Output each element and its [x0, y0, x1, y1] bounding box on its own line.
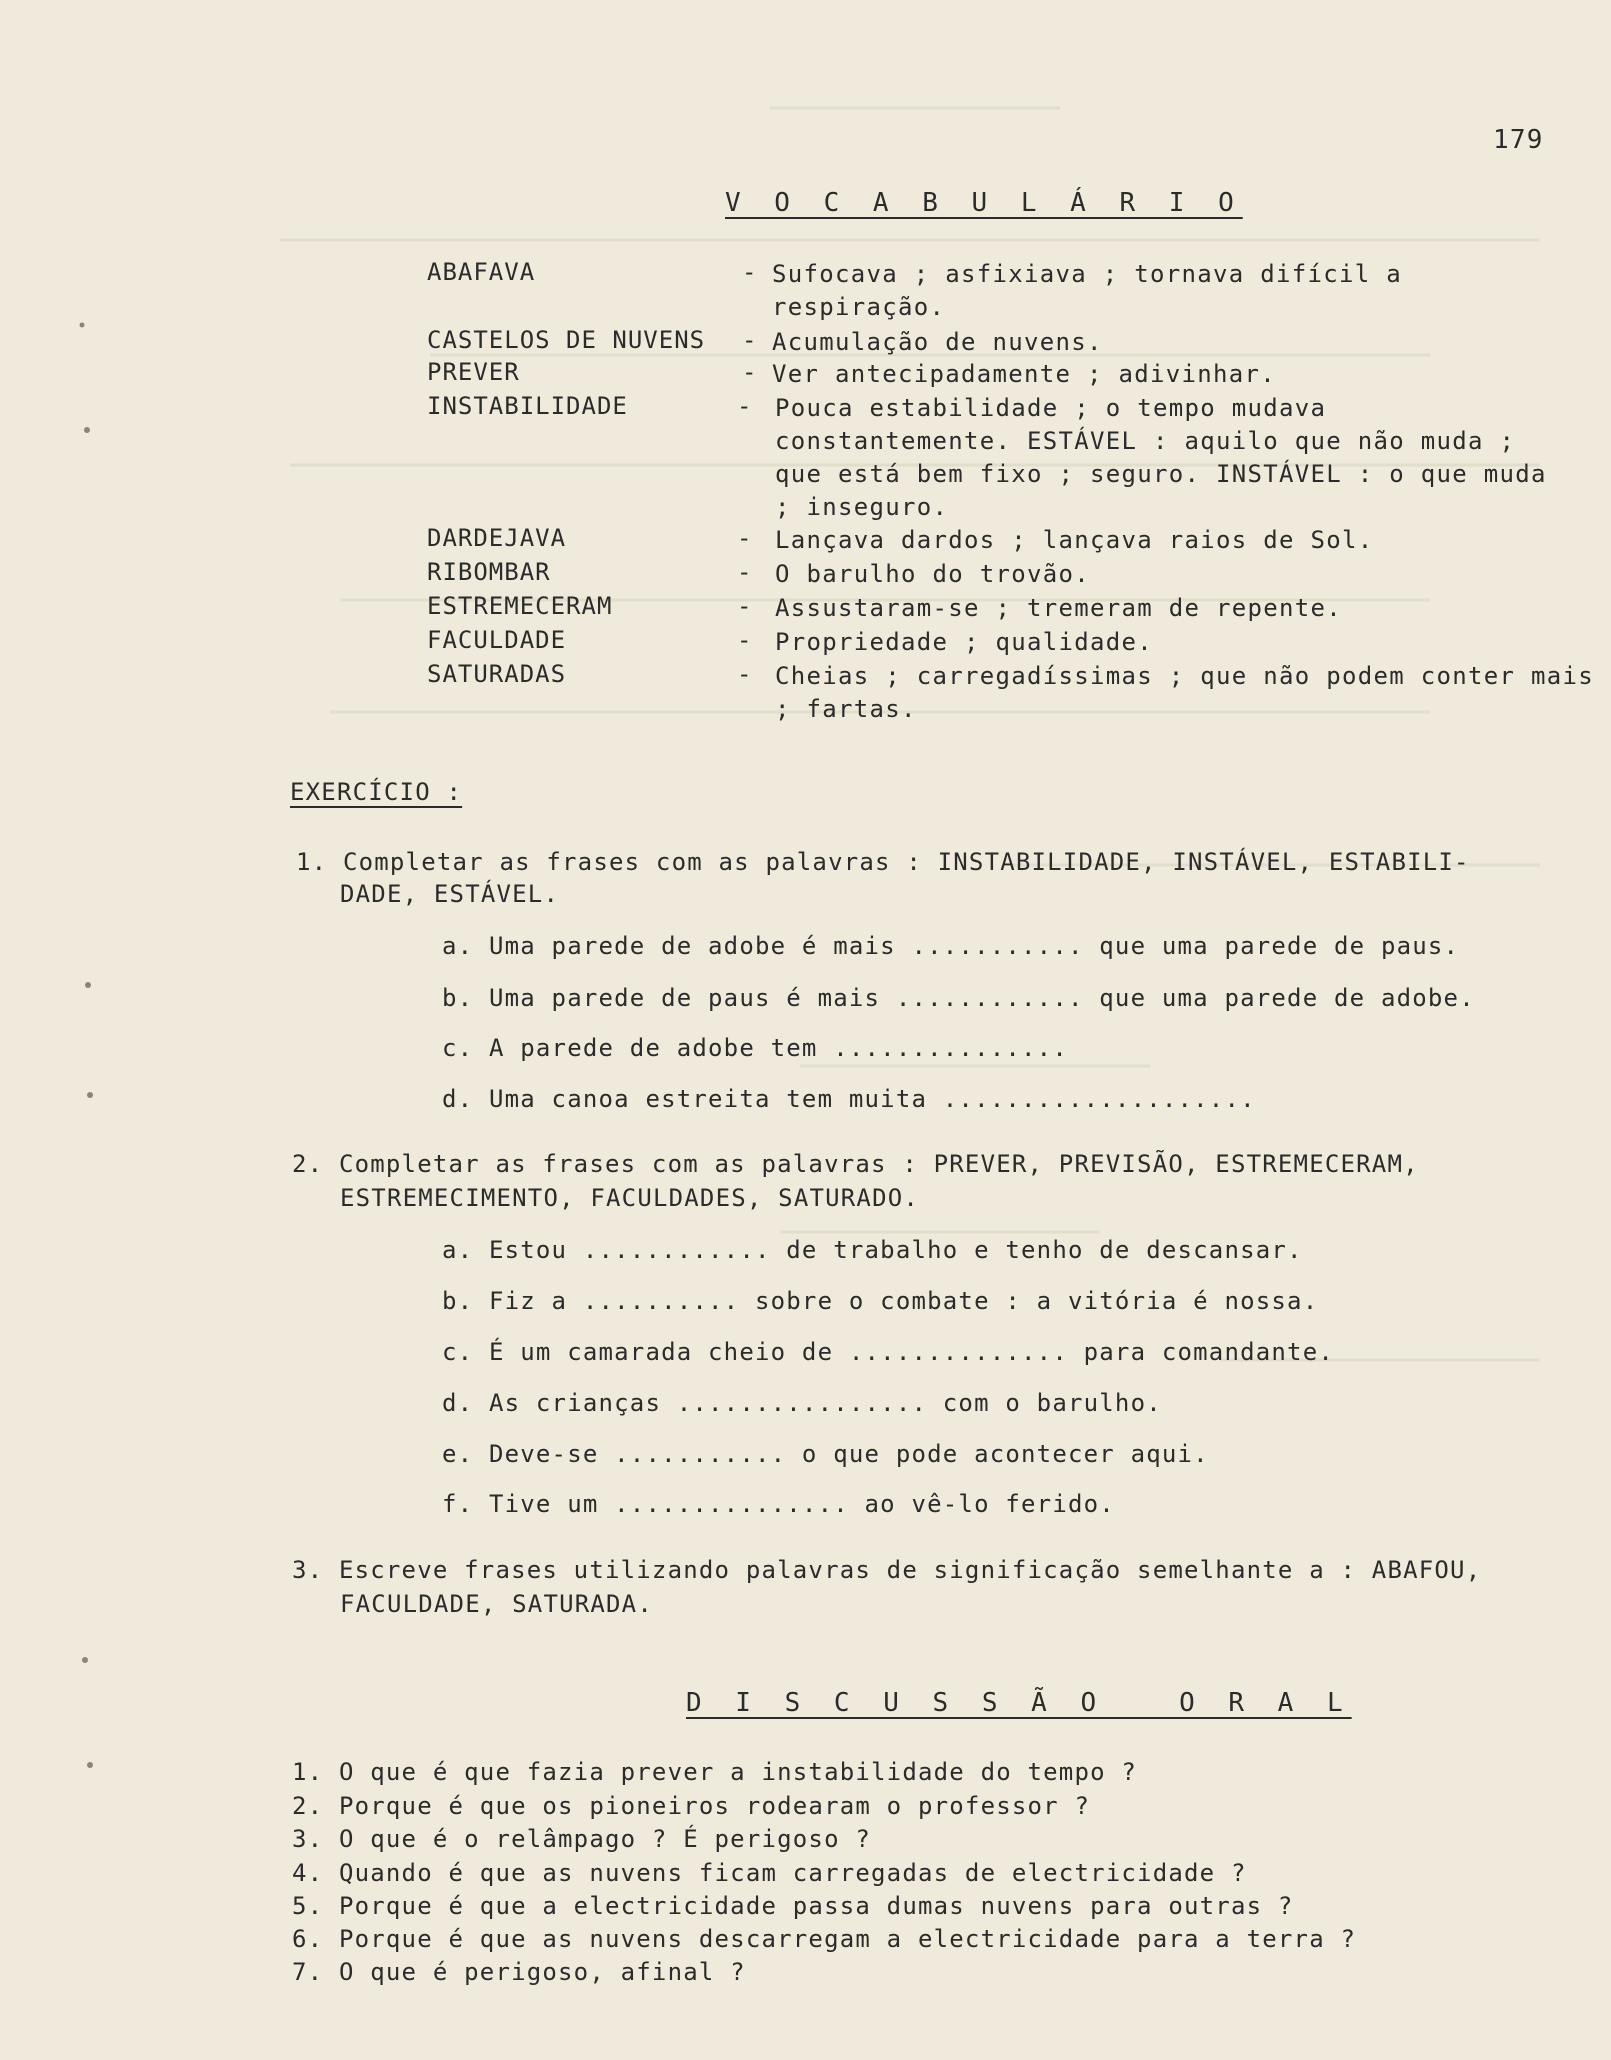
exercise-3-prompt-cont: FACULDADE, SATURADA.: [340, 1590, 653, 1618]
exercise-1-item-a: a. Uma parede de adobe é mais ........... que uma parede de paus.: [442, 932, 1460, 960]
exercise-2-item-c: c. É um camarada cheio de .............. para comandante.: [442, 1338, 1335, 1366]
vocab-item: [427, 592, 1567, 625]
vocab-dash: -: [737, 524, 752, 552]
exercise-1-item-c: c. A parede de adobe tem ...............: [442, 1034, 1068, 1062]
vocab-definition: Sufocava ; asfixiava ; tornava difícil a respiração.: [772, 260, 1402, 321]
vocab-term: FACULDADE: [427, 626, 567, 654]
vocab-item: [427, 558, 1567, 591]
vocab-term: ABAFAVA: [427, 258, 536, 286]
discussion-question: 5. Porque é que a electricidade passa dumas nuvens para outras ?: [292, 1892, 1294, 1920]
vocab-term: SATURADAS: [427, 660, 567, 688]
vocab-item: [427, 392, 1567, 527]
exercise-2-item-a: a. Estou ............ de trabalho e tenho de descansar.: [442, 1236, 1303, 1264]
exercise-3-prompt: 3. Escreve frases utilizando palavras de significação semelhante a : ABAFOU,: [292, 1556, 1482, 1584]
vocab-term: ESTREMECERAM: [427, 592, 613, 620]
discussion-question: 1. O que é que fazia prever a instabilidade do tempo ?: [292, 1758, 1138, 1786]
page-number: 179: [1493, 125, 1544, 155]
exercise-1-item-d: d. Uma canoa estreita tem muita ....................: [442, 1085, 1256, 1113]
vocab-definition: Assustaram-se ; tremeram de repente.: [775, 594, 1342, 622]
vocab-item: [427, 660, 1594, 728]
exercise-2-item-d: d. As crianças ................ com o barulho.: [442, 1389, 1162, 1417]
vocab-item: [427, 626, 1567, 659]
vocab-dash: -: [742, 326, 757, 354]
vocab-definition: Pouca estabilidade ; o tempo mudava constantemente. ESTÁVEL : aquilo que não muda ; que está bem fixo ; seguro. INSTÁVEL : o que muda ; inseguro.: [775, 394, 1547, 521]
vocab-term: CASTELOS DE NUVENS: [427, 326, 706, 354]
exercise-1-item-b: b. Uma parede de paus é mais ............ que uma parede de adobe.: [442, 984, 1475, 1012]
exercise-2-prompt: 2. Completar as frases com as palavras : PREVER, PREVISÃO, ESTREMECERAM,: [292, 1150, 1419, 1178]
vocab-term: RIBOMBAR: [427, 558, 551, 586]
vocab-term: PREVER: [427, 358, 520, 386]
vocab-dash: -: [737, 392, 752, 420]
exercise-1-prompt: 1. Completar as frases com as palavras : INSTABILIDADE, INSTÁVEL, ESTABILI-: [296, 848, 1470, 876]
discussion-question: 7. O que é perigoso, afinal ?: [292, 1958, 746, 1986]
exercise-2-item-e: e. Deve-se ........... o que pode acontecer aqui.: [442, 1440, 1209, 1468]
vocab-definition: Cheias ; carregadíssimas ; que não podem conter mais ; fartas.: [775, 662, 1594, 723]
vocab-item: [427, 358, 1567, 391]
vocab-dash: -: [737, 558, 752, 586]
discussion-question: 6. Porque é que as nuvens descarregam a electricidade para a terra ?: [292, 1925, 1357, 1953]
vocab-definition: Ver antecipadamente ; adivinhar.: [772, 360, 1276, 388]
exercise-2-prompt-cont: ESTREMECIMENTO, FACULDADES, SATURADO.: [340, 1184, 920, 1212]
discussion-question: 3. O que é o relâmpago ? É perigoso ?: [292, 1825, 872, 1853]
vocab-item: [427, 524, 1567, 557]
vocab-definition: O barulho do trovão.: [775, 560, 1090, 588]
vocab-dash: -: [742, 258, 757, 286]
vocab-definition: Lançava dardos ; lançava raios de Sol.: [775, 526, 1374, 554]
vocab-definition: Acumulação de nuvens.: [772, 328, 1103, 356]
discussion-question: 2. Porque é que os pioneiros rodearam o professor ?: [292, 1792, 1091, 1820]
vocab-dash: -: [737, 660, 752, 688]
vocab-definition: Propriedade ; qualidade.: [775, 628, 1153, 656]
vocab-item: [427, 258, 1567, 326]
vocab-dash: -: [742, 358, 757, 386]
vocabulary-title: V O C A B U L Á R I O: [725, 188, 1243, 218]
exercise-2-item-f: f. Tive um ............... ao vê-lo ferido.: [442, 1490, 1115, 1518]
vocab-term: INSTABILIDADE: [427, 392, 628, 420]
vocab-dash: -: [737, 592, 752, 620]
exercise-title: EXERCÍCIO :: [290, 778, 463, 806]
vocab-term: DARDEJAVA: [427, 524, 567, 552]
discussion-title: D I S C U S S Ã O O R A L: [686, 1688, 1352, 1718]
discussion-question: 4. Quando é que as nuvens ficam carregadas de electricidade ?: [292, 1859, 1247, 1887]
vocab-dash: -: [737, 626, 752, 654]
vocab-item: [427, 326, 1567, 359]
exercise-2-item-b: b. Fiz a .......... sobre o combate : a vitória é nossa.: [442, 1287, 1319, 1315]
exercise-1-prompt-cont: DADE, ESTÁVEL.: [340, 880, 560, 908]
